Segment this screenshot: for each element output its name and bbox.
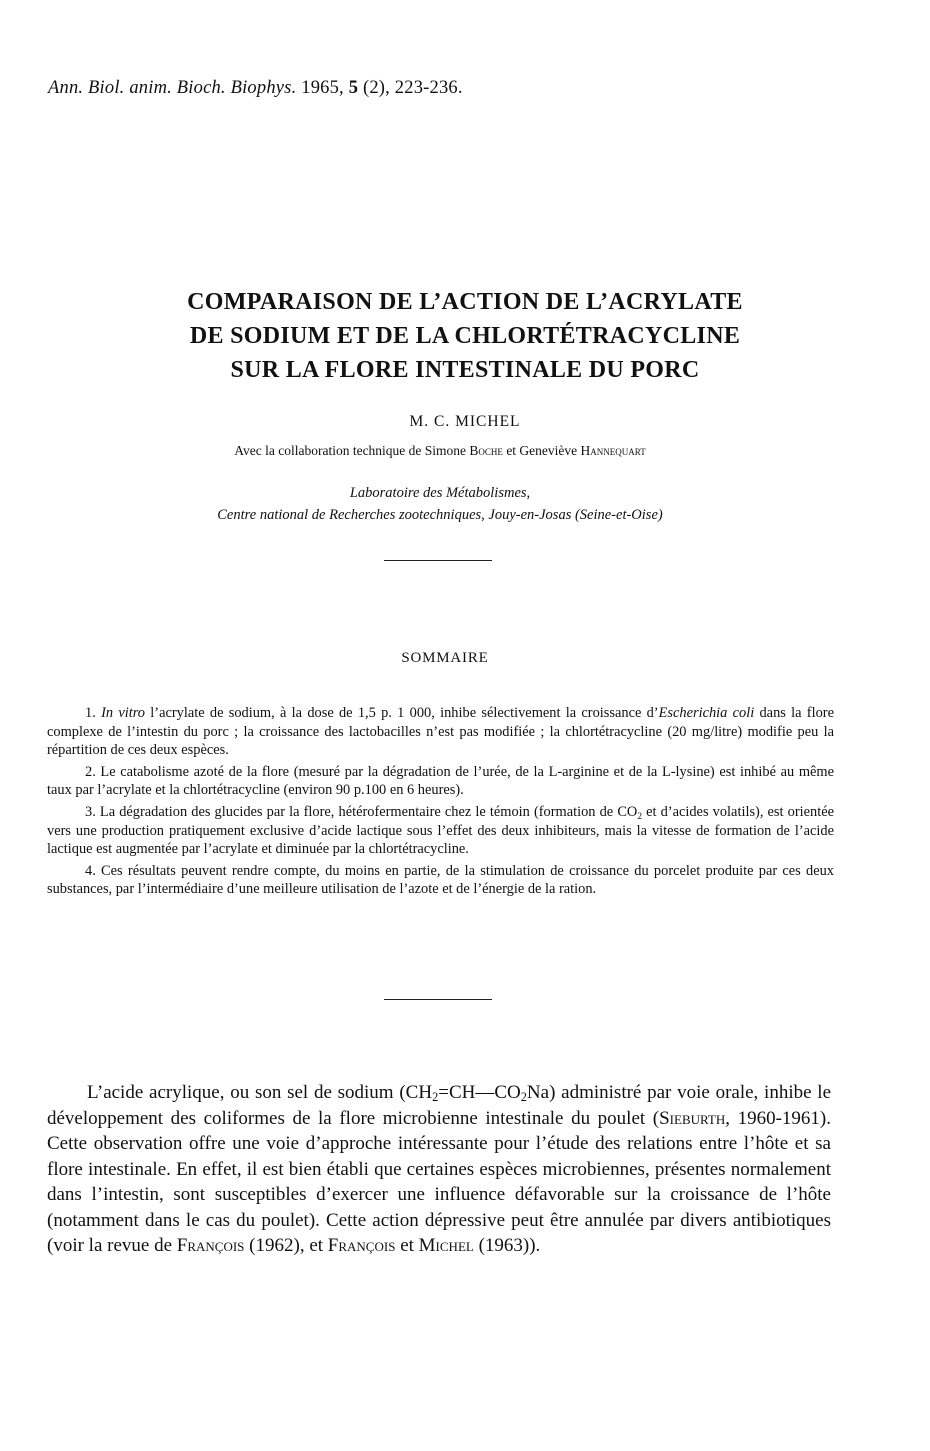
author-name: M. C. MICHEL — [409, 413, 521, 430]
separator-rule-top — [384, 560, 492, 561]
citation-volume: 5 — [348, 78, 359, 98]
citation-issue-pages: (2), 223-236. — [362, 78, 463, 98]
summary-section — [47, 704, 834, 902]
affiliation-line-2: Centre national de Recherches zootechniques, Jouy-en-Josas (Seine-et-Oise) — [217, 507, 663, 523]
summary-paragraph-4: 4. Ces résultats peuvent rendre compte, du moins en partie, de la stimulation de croissance du porcelet produite par ces deux substances, par l’intermédiaire d’une meilleure utilisation de l’azote et de l’énergie de la ration. — [47, 862, 834, 898]
collaboration-middle: et Geneviève — [506, 443, 578, 458]
citation-year: 1965, — [301, 78, 344, 98]
title-line-1: COMPARAISON DE L’ACTION DE L’ACRYLATE — [187, 289, 743, 315]
intro-ref-michel: Michel — [418, 1235, 474, 1256]
intro-subscript-2: 2 — [520, 1090, 527, 1104]
summary-p1-text-b: dans la flore complexe de l’intestin du porc ; la croissance des lactobacilles n’est pas modifiée ; la chlortétracycline (20 mg/litre) modifie peu la répartition de ces deux espèces. — [47, 705, 834, 759]
journal-citation — [48, 78, 463, 99]
intro-text-g: (1963)). — [473, 1235, 541, 1256]
journal-name: Ann. Biol. anim. Bioch. Biophys. — [48, 78, 297, 98]
intro-ref-sieburth: Sieburth — [659, 1107, 726, 1129]
summary-p1-in-vitro: In vitro — [101, 705, 145, 721]
collaboration-prefix: Avec la collaboration technique de Simone — [234, 443, 467, 458]
separator-rule-bottom — [384, 999, 492, 1000]
intro-text-c: Na) administré par voie orale, inhibe le développement des coliformes de la flore microbienne intestinale du poulet ( — [47, 1082, 831, 1129]
introduction-text — [47, 1080, 831, 1259]
intro-text-d: , 1960-1961). Cette observation offre une voie d’approche intéressante pour l’étude des relations entre l’hôte et sa flore intestinale. En effet, il est bien établi que certaines espèces microbiennes, présentes normalement dans l’intestin, sont susceptibles d’exercer une influence défavorable sur la croissance de l’hôte (notamment dans le cas du poulet). Cette action dépressive peut être annulée par divers antibiotiques (voir la revue de — [47, 1107, 831, 1256]
affiliation-line-1: Laboratoire des Métabolismes, — [349, 485, 531, 501]
collaboration-line — [0, 443, 880, 459]
summary-heading: SOMMAIRE — [401, 650, 489, 666]
summary-paragraph-1 — [47, 704, 834, 760]
intro-ref-francois-2: François — [327, 1235, 396, 1256]
title-line-3: SUR LA FLORE INTESTINALE DU PORC — [230, 357, 700, 383]
affiliation — [0, 482, 880, 526]
title-line-2: DE SODIUM ET DE LA CHLORTÉTRACYCLINE — [189, 323, 741, 349]
summary-paragraph-2: 2. Le catabolisme azoté de la flore (mesuré par la dégradation de l’urée, de la L-arginine et de la L-lysine) est inhibé au même taux par l’acrylate et la chlortétracycline (environ 90 p.100 en 6 heures). — [47, 763, 834, 799]
collaborator-1: Boche — [469, 443, 503, 458]
intro-text-f: et — [395, 1235, 419, 1256]
summary-p1-species: Escherichia coli — [658, 705, 755, 721]
summary-paragraph-3 — [47, 803, 834, 859]
summary-p1-text-a: l’acrylate de sodium, à la dose de 1,5 p. 1 000, inhibe sélectivement la croissance d’ — [150, 705, 659, 721]
summary-p3-subscript: 2 — [637, 811, 642, 822]
intro-text-a: L’acide acrylique, ou son sel de sodium (CH — [87, 1082, 433, 1103]
summary-p3-text-b: et d’acides volatils), est orientée vers une production pratiquement exclusive d’acide lactique sous l’effet des deux inhibiteurs, mais la vitesse de formation de l’acide lactique est augmentée par l’acrylate et diminuée par la chlortétracycline. — [47, 803, 834, 858]
introduction-paragraph — [47, 1080, 831, 1259]
intro-ref-francois-1: François — [176, 1235, 245, 1256]
article-title — [0, 285, 930, 387]
summary-p3-text-a: 3. La dégradation des glucides par la flore, hétérofermentaire chez le témoin (formation de CO — [85, 803, 638, 820]
intro-text-b: =CH—CO — [438, 1082, 521, 1103]
intro-text-e: (1962), et — [244, 1235, 328, 1256]
summary-p1-number: 1. — [85, 705, 96, 721]
collaborator-2: Hannequart — [580, 443, 646, 458]
intro-subscript-1: 2 — [432, 1090, 439, 1104]
